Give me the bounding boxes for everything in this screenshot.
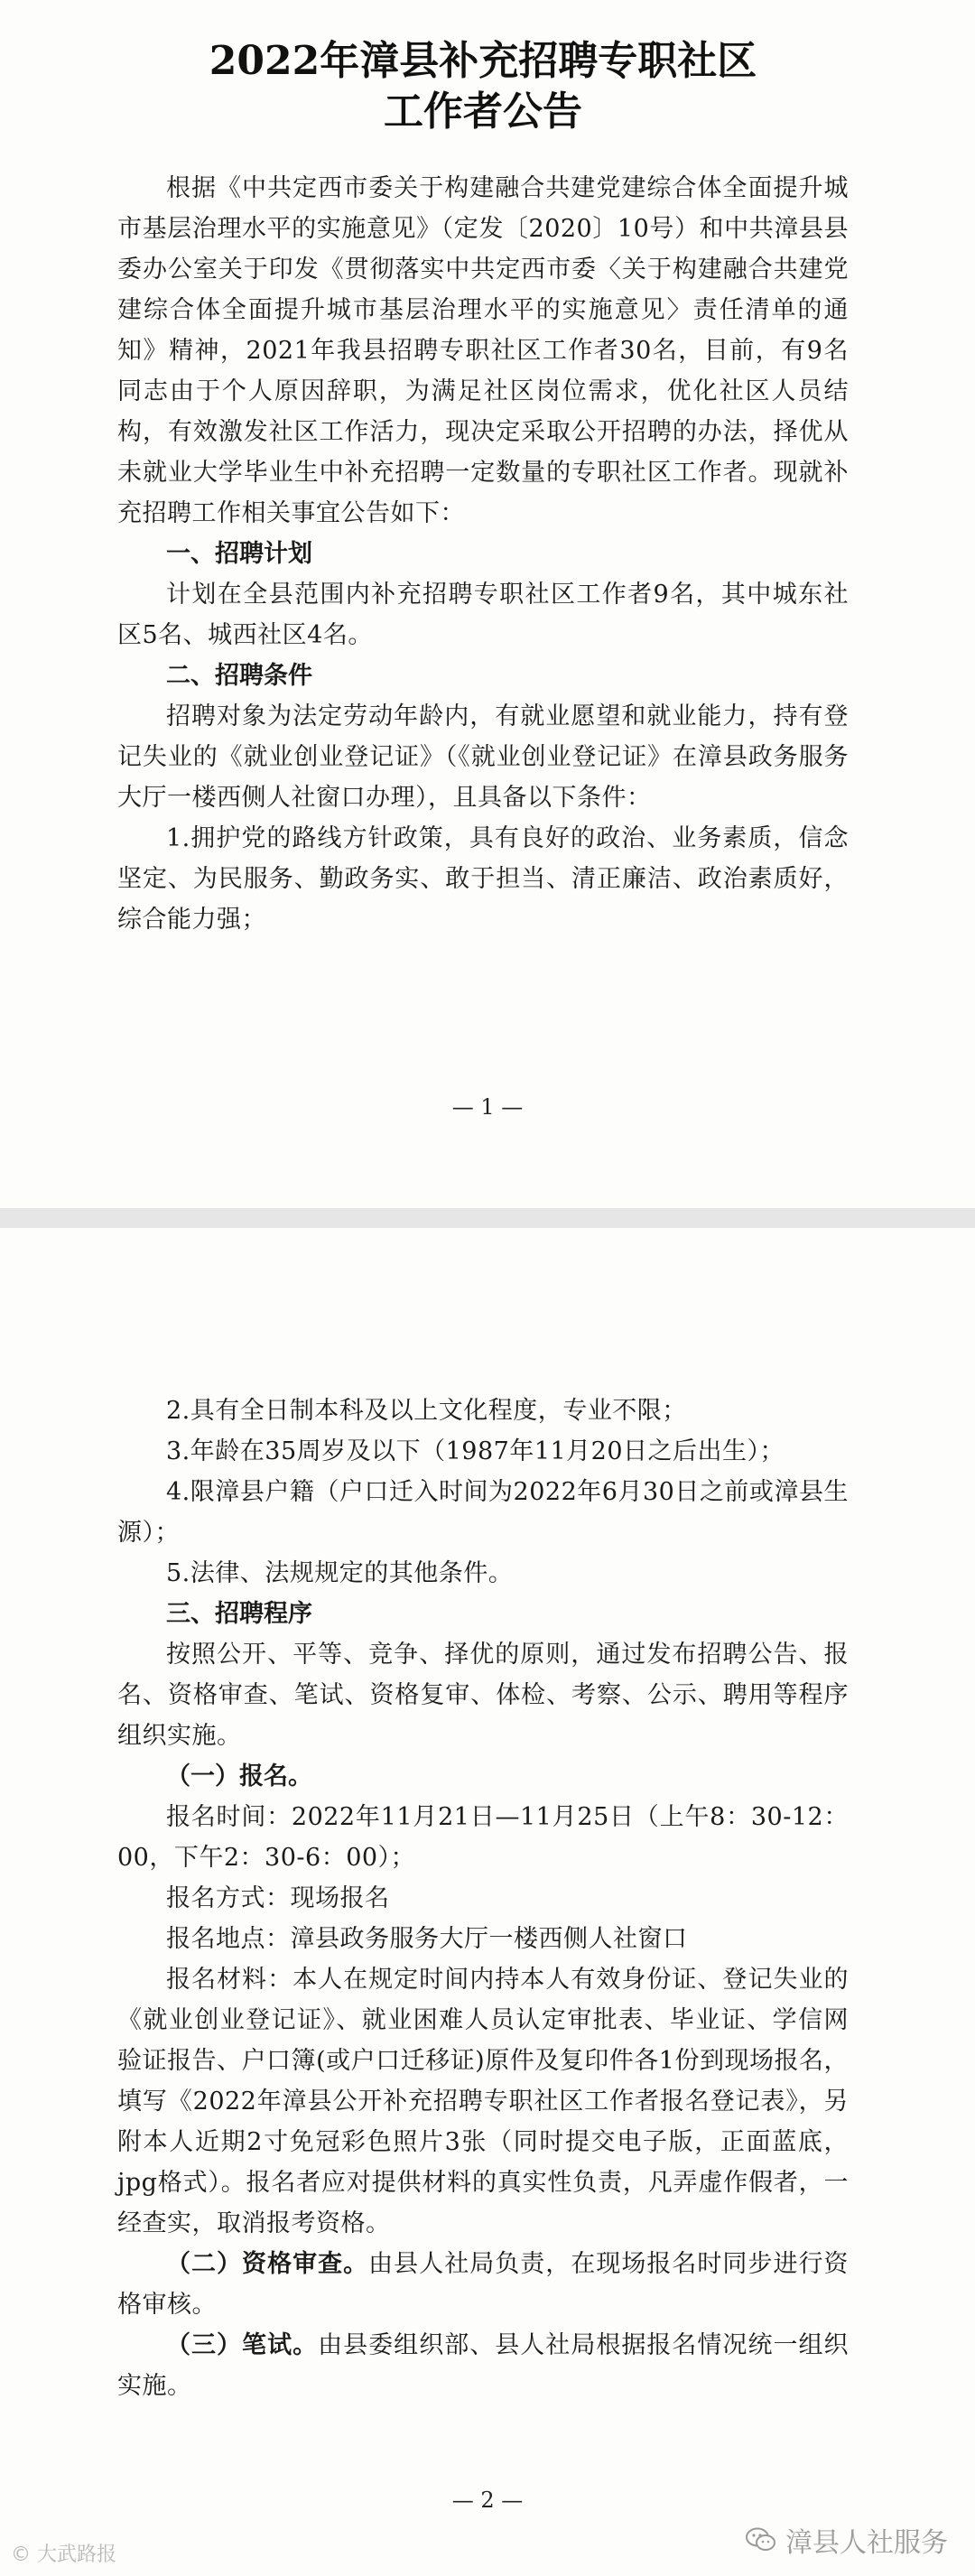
wechat-icon <box>746 2527 776 2553</box>
title-line-2: 工作者公告 <box>384 88 582 135</box>
condition-5: 5.法律、法规规定的其他条件。 <box>166 1559 514 1587</box>
page-number-2: — 2 — <box>451 2488 524 2513</box>
step-3-paragraph <box>117 2325 849 2406</box>
condition-1: 1.拥护党的路线方针政策，具有良好的政治、业务素质，信念坚定、为民服务、勤政务实、敢于担当、清正廉洁、政治素质好，综合能力强； <box>117 824 849 934</box>
step-2-label: （二）资格审查。 <box>166 2250 369 2278</box>
page-2-content <box>117 1390 849 2406</box>
section-1-body: 计划在全县范围内补充招聘专职社区工作者9名，其中城东社区5名、城西社区4名。 <box>117 581 849 649</box>
step-3-text: 由县委组织部、县人社局根据报名情况统一组织实施。 <box>117 2331 850 2400</box>
condition-2: 2.具有全日制本科及以上文化程度，专业不限； <box>166 1397 687 1425</box>
section-3-heading: 三、招聘程序 <box>166 1600 312 1628</box>
page-number-1: — 1 — <box>451 1094 524 1120</box>
document-page-1 <box>0 0 975 1208</box>
section-2-body: 招聘对象为法定劳动年龄内，有就业愿望和就业能力，持有登记失业的《就业创业登记证》（《就业创业登记证》在漳县政务服务大厅一楼西侧人社窗口办理），且具备以下条件： <box>117 702 849 812</box>
step-1-heading: （一）报名。 <box>166 1762 312 1790</box>
section-2-heading: 二、招聘条件 <box>166 662 312 690</box>
page-divider <box>0 1208 975 1228</box>
title-line-1: 2022年漳县补充招聘专职社区 <box>209 38 757 84</box>
step-2-paragraph <box>117 2244 849 2325</box>
watermark-right <box>746 2520 948 2560</box>
condition-3: 3.年龄在35周岁及以下（1987年11月20日之后出生）； <box>166 1437 785 1465</box>
section-1-heading: 一、招聘计划 <box>166 540 312 568</box>
step-2-text: 由县人社局负责，在现场报名时同步进行资格审核。 <box>117 2250 850 2319</box>
registration-method: 报名方式：现场报名 <box>166 1884 390 1912</box>
step-3-label: （三）笔试。 <box>166 2331 319 2359</box>
registration-materials: 报名材料：本人在规定时间内持本人有效身份证、登记失业的《就业创业登记证》、就业困难人员认定审批表、毕业证、学信网验证报告、户口簿(或户口迁移证)原件及复印件各1份到现场报名，填写《2022年漳县公开补充招聘专职社区工作者报名登记表》，另附本人近期2寸免冠彩色照片3张（同时提交电子版，正面蓝底，jpg格式）。报名者应对提供材料的真实性负责，凡弄虚作假者，一经查实，取消报考资格。 <box>117 1966 849 2237</box>
registration-time: 报名时间：2022年11月21日—11月25日（上午8：30-12：00，下午2：30-6：00）； <box>117 1803 849 1872</box>
registration-place: 报名地点：漳县政务服务大厅一楼西侧人社窗口 <box>166 1925 688 1953</box>
page-1-content <box>117 36 849 940</box>
condition-4: 4.限漳县户籍（户口迁入时间为2022年6月30日之前或漳县生源）； <box>117 1478 849 1547</box>
watermark-left: © 大武路报 <box>11 2543 116 2566</box>
watermark-right-text: 漳县人社服务 <box>785 2527 948 2559</box>
intro-paragraph: 根据《中共定西市委关于构建融合共建党建综合体全面提升城市基层治理水平的实施意见》（定发〔2020〕10号）和中共漳县县委办公室关于印发《贯彻落实中共定西市委〈关于构建融合共建党建综合体全面提升城市基层治理水平的实施意见〉责任清单的通知》精神，2021年我县招聘专职社区工作者30名，目前，有9名同志由于个人原因辞职，为满足社区岗位需求，优化社区人员结构，有效激发社区工作活力，现决定采取公开招聘的办法，择优从未就业大学毕业生中补充招聘一定数量的专职社区工作者。现就补充招聘工作相关事宜公告如下： <box>117 174 849 527</box>
document-page-2 <box>0 1228 975 2576</box>
section-3-body: 按照公开、平等、竞争、择优的原则，通过发布招聘公告、报名、资格审查、笔试、资格复审、体检、考察、公示、聘用等程序组织实施。 <box>117 1641 849 1750</box>
